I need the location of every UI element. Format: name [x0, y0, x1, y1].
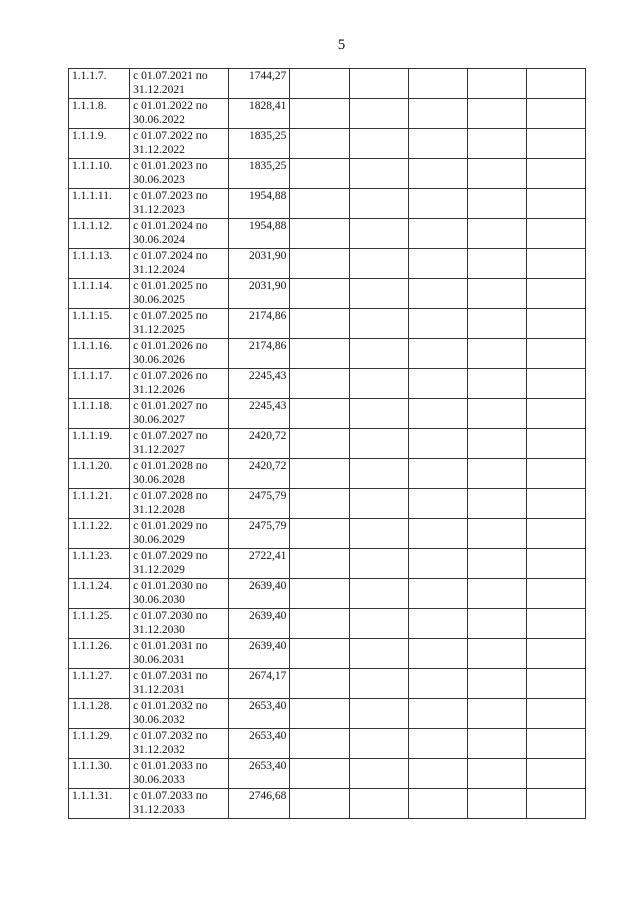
empty-cell — [290, 69, 349, 99]
table-row — [69, 309, 586, 339]
period-to: 31.12.2028 — [133, 504, 185, 516]
table-row — [69, 99, 586, 129]
empty-cell — [526, 339, 585, 369]
empty-cell — [349, 459, 408, 489]
empty-cell — [290, 399, 349, 429]
empty-cell — [526, 609, 585, 639]
empty-cell — [526, 459, 585, 489]
empty-cell — [349, 609, 408, 639]
empty-cell — [467, 279, 526, 309]
row-number-cell: 1.1.1.26. — [69, 639, 130, 669]
empty-cell — [408, 309, 467, 339]
row-number-cell: 1.1.1.13. — [69, 249, 130, 279]
empty-cell — [467, 549, 526, 579]
period-from: с 01.01.2022 по — [133, 100, 208, 112]
table-row — [69, 369, 586, 399]
period-from: с 01.01.2033 по — [133, 760, 208, 772]
period-to: 31.12.2021 — [133, 84, 185, 96]
empty-cell — [290, 759, 349, 789]
empty-cell — [290, 189, 349, 219]
empty-cell — [349, 279, 408, 309]
tariff-value-cell: 2245,43 — [229, 399, 290, 429]
period-cell — [130, 159, 229, 189]
empty-cell — [467, 369, 526, 399]
empty-cell — [408, 519, 467, 549]
period-cell — [130, 369, 229, 399]
row-number-cell: 1.1.1.22. — [69, 519, 130, 549]
period-cell — [130, 519, 229, 549]
period-from: с 01.07.2022 по — [133, 130, 208, 142]
period-to: 31.12.2029 — [133, 564, 185, 576]
empty-cell — [526, 549, 585, 579]
row-number-cell: 1.1.1.21. — [69, 489, 130, 519]
period-to: 30.06.2031 — [133, 654, 185, 666]
empty-cell — [408, 609, 467, 639]
empty-cell — [290, 579, 349, 609]
table-row — [69, 639, 586, 669]
period-cell — [130, 759, 229, 789]
row-number-cell: 1.1.1.17. — [69, 369, 130, 399]
empty-cell — [349, 789, 408, 819]
empty-cell — [349, 729, 408, 759]
empty-cell — [526, 249, 585, 279]
period-to: 31.12.2031 — [133, 684, 185, 696]
period-to: 31.12.2025 — [133, 324, 185, 336]
period-cell — [130, 249, 229, 279]
empty-cell — [467, 429, 526, 459]
empty-cell — [408, 249, 467, 279]
table-row — [69, 699, 586, 729]
empty-cell — [290, 429, 349, 459]
empty-cell — [349, 429, 408, 459]
empty-cell — [467, 129, 526, 159]
period-cell — [130, 639, 229, 669]
empty-cell — [408, 639, 467, 669]
empty-cell — [290, 489, 349, 519]
period-from: с 01.07.2024 по — [133, 250, 208, 262]
empty-cell — [526, 99, 585, 129]
tariff-value-cell: 2674,17 — [229, 669, 290, 699]
empty-cell — [349, 219, 408, 249]
period-cell — [130, 69, 229, 99]
period-from: с 01.01.2030 по — [133, 580, 208, 592]
empty-cell — [290, 519, 349, 549]
tariff-value-cell: 2653,40 — [229, 699, 290, 729]
row-number-cell: 1.1.1.31. — [69, 789, 130, 819]
table-row — [69, 579, 586, 609]
row-number-cell: 1.1.1.24. — [69, 579, 130, 609]
empty-cell — [349, 699, 408, 729]
period-to: 31.12.2024 — [133, 264, 185, 276]
empty-cell — [467, 759, 526, 789]
empty-cell — [408, 489, 467, 519]
period-to: 31.12.2026 — [133, 384, 185, 396]
tariff-value-cell: 2174,86 — [229, 339, 290, 369]
period-cell — [130, 489, 229, 519]
tariff-value-cell: 2639,40 — [229, 579, 290, 609]
period-to: 30.06.2026 — [133, 354, 185, 366]
row-number-cell: 1.1.1.7. — [69, 69, 130, 99]
period-from: с 01.07.2033 по — [133, 790, 208, 802]
empty-cell — [526, 789, 585, 819]
row-number-cell: 1.1.1.20. — [69, 459, 130, 489]
empty-cell — [467, 399, 526, 429]
table-row — [69, 759, 586, 789]
empty-cell — [467, 729, 526, 759]
period-from: с 01.01.2026 по — [133, 340, 208, 352]
empty-cell — [349, 249, 408, 279]
tariff-table — [68, 68, 586, 819]
tariff-value-cell: 1954,88 — [229, 189, 290, 219]
period-cell — [130, 789, 229, 819]
period-from: с 01.07.2025 по — [133, 310, 208, 322]
period-to: 30.06.2028 — [133, 474, 185, 486]
period-from: с 01.07.2026 по — [133, 370, 208, 382]
period-cell — [130, 279, 229, 309]
period-to: 30.06.2025 — [133, 294, 185, 306]
empty-cell — [408, 219, 467, 249]
period-cell — [130, 339, 229, 369]
tariff-value-cell: 2420,72 — [229, 459, 290, 489]
row-number-cell: 1.1.1.8. — [69, 99, 130, 129]
period-to: 30.06.2032 — [133, 714, 185, 726]
row-number-cell: 1.1.1.12. — [69, 219, 130, 249]
empty-cell — [290, 99, 349, 129]
tariff-value-cell: 1835,25 — [229, 159, 290, 189]
empty-cell — [467, 669, 526, 699]
empty-cell — [408, 339, 467, 369]
period-to: 31.12.2027 — [133, 444, 185, 456]
period-to: 30.06.2023 — [133, 174, 185, 186]
empty-cell — [349, 99, 408, 129]
empty-cell — [290, 729, 349, 759]
empty-cell — [408, 549, 467, 579]
page-number: 5 — [337, 37, 346, 53]
tariff-value-cell: 2475,79 — [229, 519, 290, 549]
period-to: 31.12.2032 — [133, 744, 185, 756]
empty-cell — [290, 219, 349, 249]
period-to: 30.06.2033 — [133, 774, 185, 786]
period-to: 30.06.2029 — [133, 534, 185, 546]
empty-cell — [290, 669, 349, 699]
empty-cell — [290, 159, 349, 189]
table-row — [69, 249, 586, 279]
empty-cell — [290, 609, 349, 639]
tariff-value-cell: 2746,68 — [229, 789, 290, 819]
period-to: 31.12.2030 — [133, 624, 185, 636]
empty-cell — [290, 369, 349, 399]
empty-cell — [290, 459, 349, 489]
empty-cell — [290, 789, 349, 819]
period-cell — [130, 609, 229, 639]
empty-cell — [290, 699, 349, 729]
period-cell — [130, 219, 229, 249]
empty-cell — [349, 159, 408, 189]
period-from: с 01.01.2029 по — [133, 520, 208, 532]
table-row — [69, 729, 586, 759]
tariff-value-cell: 1954,88 — [229, 219, 290, 249]
empty-cell — [467, 189, 526, 219]
table-row — [69, 789, 586, 819]
period-from: с 01.07.2029 по — [133, 550, 208, 562]
period-from: с 01.07.2023 по — [133, 190, 208, 202]
empty-cell — [349, 399, 408, 429]
table-row — [69, 519, 586, 549]
row-number-cell: 1.1.1.18. — [69, 399, 130, 429]
period-cell — [130, 309, 229, 339]
period-cell — [130, 99, 229, 129]
table-row — [69, 399, 586, 429]
tariff-value-cell: 1828,41 — [229, 99, 290, 129]
empty-cell — [408, 729, 467, 759]
empty-cell — [349, 669, 408, 699]
empty-cell — [290, 639, 349, 669]
empty-cell — [526, 279, 585, 309]
empty-cell — [467, 639, 526, 669]
period-to: 30.06.2027 — [133, 414, 185, 426]
tariff-value-cell: 2475,79 — [229, 489, 290, 519]
period-from: с 01.07.2030 по — [133, 610, 208, 622]
table-row — [69, 129, 586, 159]
table-row — [69, 189, 586, 219]
empty-cell — [349, 519, 408, 549]
empty-cell — [349, 489, 408, 519]
period-to: 31.12.2033 — [133, 804, 185, 816]
table-row — [69, 549, 586, 579]
empty-cell — [349, 759, 408, 789]
empty-cell — [467, 219, 526, 249]
empty-cell — [408, 189, 467, 219]
empty-cell — [408, 789, 467, 819]
table-row — [69, 459, 586, 489]
empty-cell — [467, 69, 526, 99]
period-from: с 01.01.2031 по — [133, 640, 208, 652]
empty-cell — [467, 609, 526, 639]
empty-cell — [408, 69, 467, 99]
empty-cell — [467, 699, 526, 729]
empty-cell — [526, 429, 585, 459]
table-row — [69, 339, 586, 369]
period-cell — [130, 579, 229, 609]
empty-cell — [467, 789, 526, 819]
tariff-value-cell: 1744,27 — [229, 69, 290, 99]
row-number-cell: 1.1.1.16. — [69, 339, 130, 369]
period-from: с 01.01.2023 по — [133, 160, 208, 172]
empty-cell — [526, 129, 585, 159]
empty-cell — [526, 159, 585, 189]
empty-cell — [290, 549, 349, 579]
empty-cell — [408, 429, 467, 459]
empty-cell — [290, 279, 349, 309]
empty-cell — [526, 69, 585, 99]
period-to: 30.06.2024 — [133, 234, 185, 246]
table-row — [69, 69, 586, 99]
row-number-cell: 1.1.1.29. — [69, 729, 130, 759]
tariff-value-cell: 1835,25 — [229, 129, 290, 159]
period-cell — [130, 429, 229, 459]
empty-cell — [349, 339, 408, 369]
empty-cell — [526, 189, 585, 219]
row-number-cell: 1.1.1.27. — [69, 669, 130, 699]
empty-cell — [467, 159, 526, 189]
empty-cell — [408, 99, 467, 129]
empty-cell — [349, 369, 408, 399]
empty-cell — [526, 699, 585, 729]
empty-cell — [408, 369, 467, 399]
period-from: с 01.01.2032 по — [133, 700, 208, 712]
empty-cell — [467, 309, 526, 339]
period-from: с 01.01.2024 по — [133, 220, 208, 232]
tariff-value-cell: 2653,40 — [229, 759, 290, 789]
empty-cell — [408, 279, 467, 309]
empty-cell — [349, 69, 408, 99]
table-row — [69, 489, 586, 519]
row-number-cell: 1.1.1.23. — [69, 549, 130, 579]
empty-cell — [349, 579, 408, 609]
empty-cell — [467, 249, 526, 279]
empty-cell — [526, 579, 585, 609]
empty-cell — [526, 219, 585, 249]
tariff-value-cell: 2031,90 — [229, 249, 290, 279]
period-cell — [130, 729, 229, 759]
table-row — [69, 429, 586, 459]
period-from: с 01.07.2032 по — [133, 730, 208, 742]
empty-cell — [526, 369, 585, 399]
empty-cell — [467, 99, 526, 129]
empty-cell — [526, 639, 585, 669]
row-number-cell: 1.1.1.9. — [69, 129, 130, 159]
empty-cell — [408, 579, 467, 609]
period-to: 31.12.2022 — [133, 144, 185, 156]
tariff-value-cell: 2722,41 — [229, 549, 290, 579]
empty-cell — [408, 759, 467, 789]
tariff-value-cell: 2174,86 — [229, 309, 290, 339]
empty-cell — [349, 129, 408, 159]
empty-cell — [526, 309, 585, 339]
row-number-cell: 1.1.1.25. — [69, 609, 130, 639]
tariff-value-cell: 2420,72 — [229, 429, 290, 459]
empty-cell — [526, 759, 585, 789]
empty-cell — [467, 459, 526, 489]
empty-cell — [290, 129, 349, 159]
empty-cell — [467, 339, 526, 369]
tariff-value-cell: 2031,90 — [229, 279, 290, 309]
empty-cell — [349, 549, 408, 579]
period-to: 30.06.2030 — [133, 594, 185, 606]
empty-cell — [408, 699, 467, 729]
row-number-cell: 1.1.1.19. — [69, 429, 130, 459]
table-row — [69, 219, 586, 249]
period-cell — [130, 399, 229, 429]
period-cell — [130, 699, 229, 729]
table-row — [69, 609, 586, 639]
period-from: с 01.01.2027 по — [133, 400, 208, 412]
row-number-cell: 1.1.1.15. — [69, 309, 130, 339]
empty-cell — [290, 339, 349, 369]
tariff-table-body — [69, 69, 586, 819]
empty-cell — [467, 519, 526, 549]
tariff-value-cell: 2639,40 — [229, 639, 290, 669]
period-cell — [130, 129, 229, 159]
period-to: 31.12.2023 — [133, 204, 185, 216]
period-from: с 01.07.2027 по — [133, 430, 208, 442]
empty-cell — [408, 459, 467, 489]
table-row — [69, 159, 586, 189]
row-number-cell: 1.1.1.28. — [69, 699, 130, 729]
empty-cell — [349, 309, 408, 339]
empty-cell — [467, 579, 526, 609]
period-cell — [130, 669, 229, 699]
period-from: с 01.01.2025 по — [133, 280, 208, 292]
period-cell — [130, 549, 229, 579]
empty-cell — [290, 249, 349, 279]
empty-cell — [408, 399, 467, 429]
empty-cell — [526, 489, 585, 519]
row-number-cell: 1.1.1.14. — [69, 279, 130, 309]
empty-cell — [408, 129, 467, 159]
empty-cell — [526, 399, 585, 429]
period-from: с 01.07.2031 по — [133, 670, 208, 682]
row-number-cell: 1.1.1.10. — [69, 159, 130, 189]
empty-cell — [467, 489, 526, 519]
period-to: 30.06.2022 — [133, 114, 185, 126]
row-number-cell: 1.1.1.11. — [69, 189, 130, 219]
empty-cell — [349, 639, 408, 669]
table-row — [69, 279, 586, 309]
empty-cell — [526, 669, 585, 699]
tariff-value-cell: 2653,40 — [229, 729, 290, 759]
period-cell — [130, 189, 229, 219]
row-number-cell: 1.1.1.30. — [69, 759, 130, 789]
empty-cell — [526, 519, 585, 549]
empty-cell — [526, 729, 585, 759]
empty-cell — [349, 189, 408, 219]
period-from: с 01.07.2021 по — [133, 70, 208, 82]
period-from: с 01.07.2028 по — [133, 490, 208, 502]
tariff-value-cell: 2639,40 — [229, 609, 290, 639]
period-cell — [130, 459, 229, 489]
table-row — [69, 669, 586, 699]
empty-cell — [408, 159, 467, 189]
empty-cell — [290, 309, 349, 339]
empty-cell — [408, 669, 467, 699]
period-from: с 01.01.2028 по — [133, 460, 208, 472]
tariff-value-cell: 2245,43 — [229, 369, 290, 399]
